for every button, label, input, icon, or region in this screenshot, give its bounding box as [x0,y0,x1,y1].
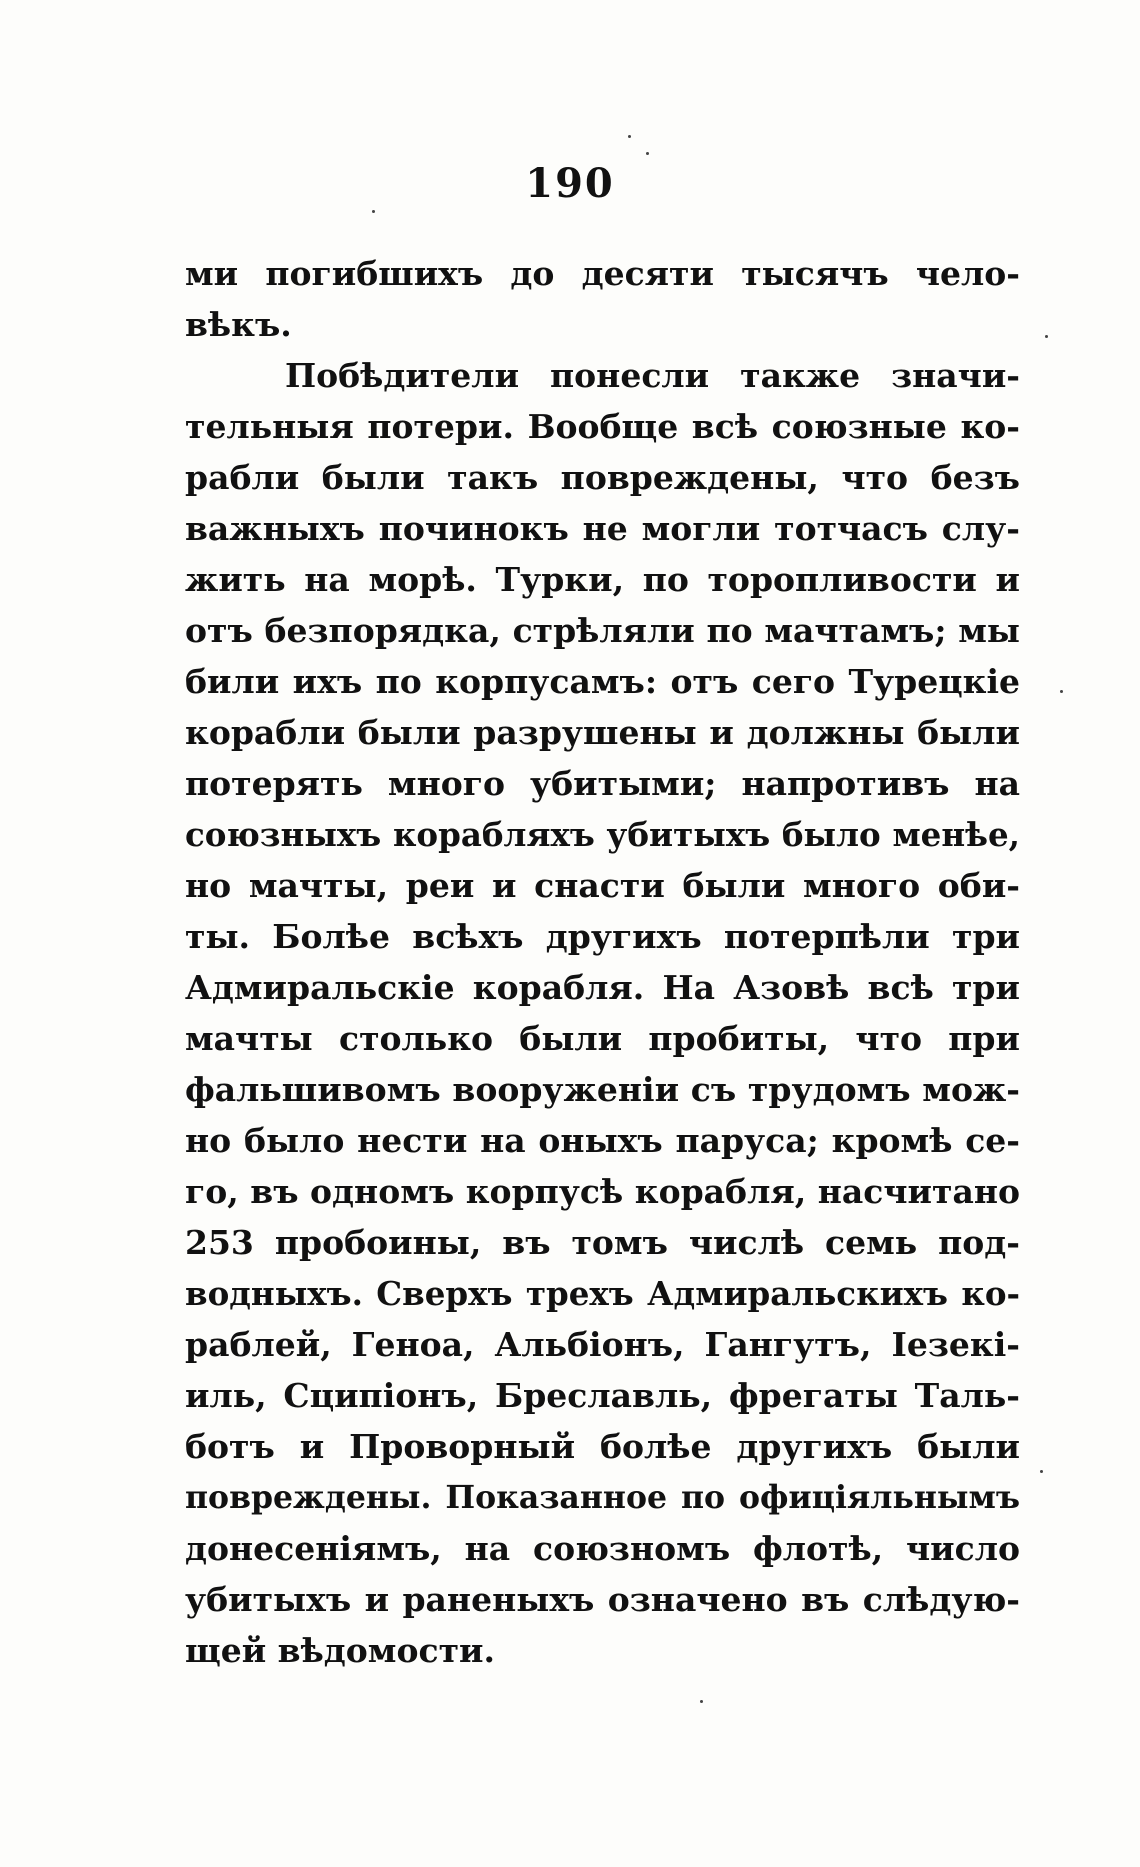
print-speck [372,210,375,213]
text-line: 253 пробоины, въ томъ числѣ семь под- [185,1223,1020,1262]
print-speck [646,152,649,155]
text-line: фальшивомъ вооруженіи съ трудомъ мож- [185,1070,1020,1109]
text-line: жить на морѣ. Турки, по торопливости и [185,560,1020,599]
text-line: били ихъ по корпусамъ: отъ сего Турецкіе [185,662,1020,701]
text-line: раблей, Геноа, Альбіонъ, Гангутъ, Іезекі- [185,1325,1020,1364]
print-speck [1060,690,1063,693]
text-line: Адмиральскіе корабля. На Азовѣ всѣ три [185,968,1020,1007]
paragraph-first-line: Побѣдители понесли также значи- [285,356,1020,395]
text-line: важныхъ починокъ не могли тотчасъ слу- [185,509,1020,548]
text-line: мачты столько были пробиты, что при [185,1019,1020,1058]
print-speck [1040,1470,1043,1473]
text-line: отъ безпорядка, стрѣляли по мачтамъ; мы [185,611,1020,650]
text-line: вѣкъ. [185,305,292,344]
text-line: ты. Болѣе всѣхъ другихъ потерпѣли три [185,917,1020,956]
text-line: но было нести на оныхъ паруса; кромѣ се- [185,1121,1020,1160]
text-line: ми погибшихъ до десяти тысячъ чело- [185,254,1020,293]
print-speck [1045,335,1048,338]
page-number: 190 [525,160,615,207]
text-line: рабли были такъ повреждены, что безъ [185,458,1020,497]
text-body [185,248,1020,1676]
text-line: повреждены. Показанное по офиціяльнымъ [185,1479,1020,1516]
text-line: ботъ и Проворный болѣе другихъ были [185,1427,1020,1466]
text-line: щей вѣдомости. [185,1631,495,1670]
text-line: союзныхъ корабляхъ убитыхъ было менѣе, [185,815,1020,854]
text-line: убитыхъ и раненыхъ означено въ слѣдую- [185,1580,1020,1619]
print-speck [700,1700,703,1703]
print-speck [628,135,631,138]
text-line: донесеніямъ, на союзномъ флотѣ, число [185,1529,1020,1568]
text-line: тельныя потери. Вообще всѣ союзные ко- [185,407,1020,446]
text-line: но мачты, реи и снасти были много оби- [185,866,1020,905]
text-line: го, въ одномъ корпусѣ корабля, насчитано [185,1172,1020,1211]
text-line: потерять много убитыми; напротивъ на [185,764,1020,803]
text-line: корабли были разрушены и должны были [185,713,1020,752]
text-line: водныхъ. Сверхъ трехъ Адмиральскихъ ко- [185,1274,1020,1313]
text-line: иль, Сципіонъ, Бреславль, фрегаты Таль- [185,1376,1020,1415]
